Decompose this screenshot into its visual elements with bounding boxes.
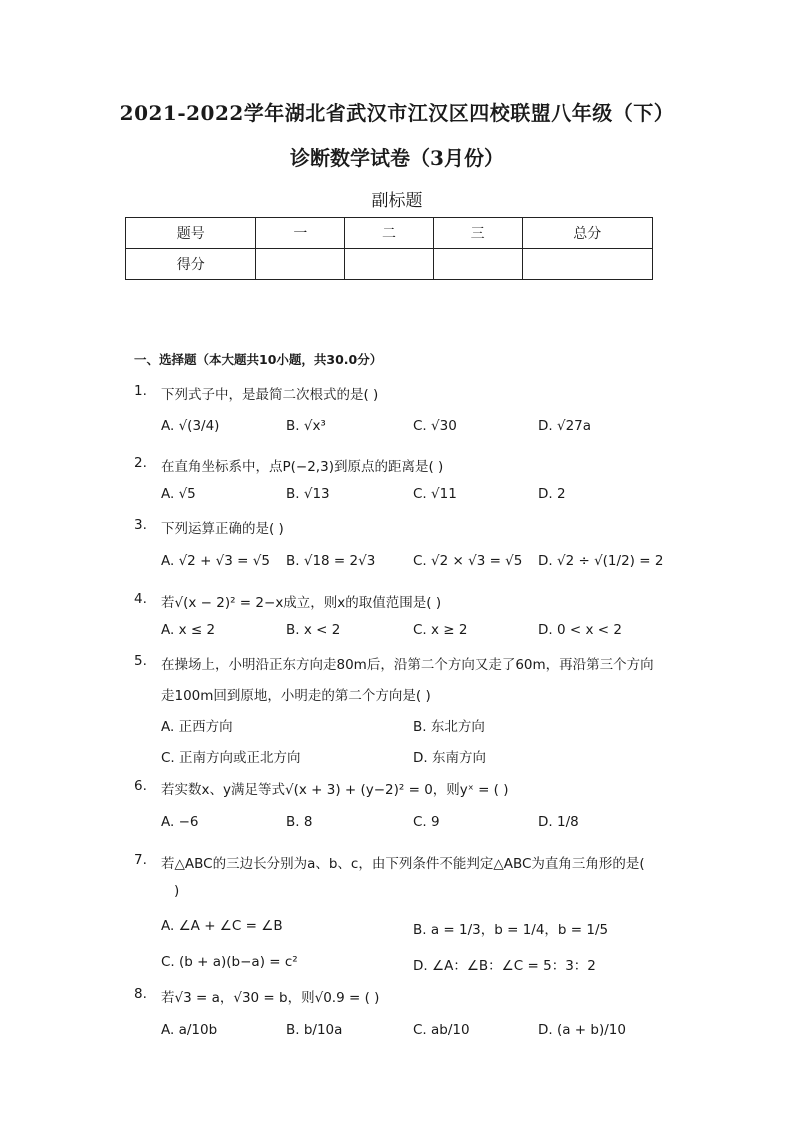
question-stem: 下列运算正确的是( ) xyxy=(161,521,284,537)
question-stem: 在直角坐标系中，点P(−2,3)到原点的距离是( ) xyxy=(161,459,444,475)
score-table-header-row xyxy=(126,218,653,249)
question-stem: 若√3 = a，√30 = b，则√0.9 = ( ) xyxy=(161,990,380,1006)
question-number: 8. xyxy=(134,986,147,1002)
option-d: D. (a + b)/10 xyxy=(538,1022,626,1038)
option-b: B. √13 xyxy=(286,486,330,502)
score-header-cell: 二 xyxy=(345,218,434,249)
option-c: C. x ≥ 2 xyxy=(413,622,468,638)
question-stem: 若√(x − 2)² = 2−x成立，则x的取值范围是( ) xyxy=(161,595,442,611)
option-b: B. 8 xyxy=(286,814,313,830)
option-c: C. √2 × √3 = √5 xyxy=(413,553,523,569)
score-table xyxy=(125,217,653,280)
option-d: D. 1/8 xyxy=(538,814,579,830)
exam-title-line2: 诊断数学试卷（3月份） xyxy=(290,146,504,170)
option-a: A. a/10b xyxy=(161,1022,218,1038)
question-stem-continued: 走100m回到原地，小明走的第二个方向是( ) xyxy=(161,688,431,704)
option-c: C. (b + a)(b−a) = c² xyxy=(161,954,298,970)
option-c: C. ab/10 xyxy=(413,1022,470,1038)
option-a: A. √2 + √3 = √5 xyxy=(161,553,270,569)
score-cell xyxy=(522,249,653,280)
score-header-cell: 一 xyxy=(256,218,345,249)
section-heading: 一、选择题（本大题共10小题，共30.0分） xyxy=(134,352,383,367)
option-b: B. √18 = 2√3 xyxy=(286,553,376,569)
option-a: A. −6 xyxy=(161,814,199,830)
option-d: D. 0 < x < 2 xyxy=(538,622,622,638)
question-number: 5. xyxy=(134,653,147,669)
question-number: 4. xyxy=(134,591,147,607)
option-b: B. 东北方向 xyxy=(413,719,485,735)
option-d: D. √27a xyxy=(538,418,592,434)
score-header-cell: 题号 xyxy=(126,218,256,249)
option-a: A. x ≤ 2 xyxy=(161,622,216,638)
score-cell xyxy=(345,249,434,280)
score-row-label: 得分 xyxy=(126,249,256,280)
score-cell xyxy=(256,249,345,280)
option-c: C. 9 xyxy=(413,814,440,830)
question-stem: 若△ABC的三边长分别为a、b、c，由下列条件不能判定△ABC为直角三角形的是( xyxy=(161,856,645,872)
question-number: 7. xyxy=(134,852,147,868)
question-stem: 在操场上，小明沿正东方向走80m后，沿第二个方向又走了60m，再沿第三个方向 xyxy=(161,657,654,673)
question-stem: 下列式子中，是最简二次根式的是( ) xyxy=(161,387,379,403)
question-number: 1. xyxy=(134,383,147,399)
option-a: A. ∠A + ∠C = ∠B xyxy=(161,918,283,934)
option-d: D. 东南方向 xyxy=(413,750,486,766)
option-a: A. 正西方向 xyxy=(161,719,233,735)
question-number: 2. xyxy=(134,455,147,471)
option-d: D. √2 ÷ √(1/2) = 2 xyxy=(538,553,664,569)
score-header-cell: 总分 xyxy=(522,218,653,249)
score-cell xyxy=(433,249,522,280)
option-b: B. a = 1/3，b = 1/4，b = 1/5 xyxy=(413,922,609,938)
option-c: C. √30 xyxy=(413,418,457,434)
exam-title-line1: 2021-2022学年湖北省武汉市江汉区四校联盟八年级（下） xyxy=(119,101,675,125)
question-stem-continued: ) xyxy=(174,883,180,899)
option-b: B. √x³ xyxy=(286,418,326,434)
score-table-score-row xyxy=(126,249,653,280)
question-number: 6. xyxy=(134,778,147,794)
option-c: C. √11 xyxy=(413,486,457,502)
option-d: D. 2 xyxy=(538,486,566,502)
option-a: A. √(3/4) xyxy=(161,418,220,434)
score-header-cell: 三 xyxy=(433,218,522,249)
option-a: A. √5 xyxy=(161,486,196,502)
question-stem: 若实数x、y满足等式√(x + 3) + (y−2)² = 0，则yˣ = ( ) xyxy=(161,782,509,798)
option-b: B. x < 2 xyxy=(286,622,341,638)
option-b: B. b/10a xyxy=(286,1022,343,1038)
exam-subtitle: 副标题 xyxy=(371,191,423,211)
option-d: D. ∠A：∠B：∠C = 5：3：2 xyxy=(413,958,596,974)
option-c: C. 正南方向或正北方向 xyxy=(161,750,301,766)
question-number: 3. xyxy=(134,517,147,533)
